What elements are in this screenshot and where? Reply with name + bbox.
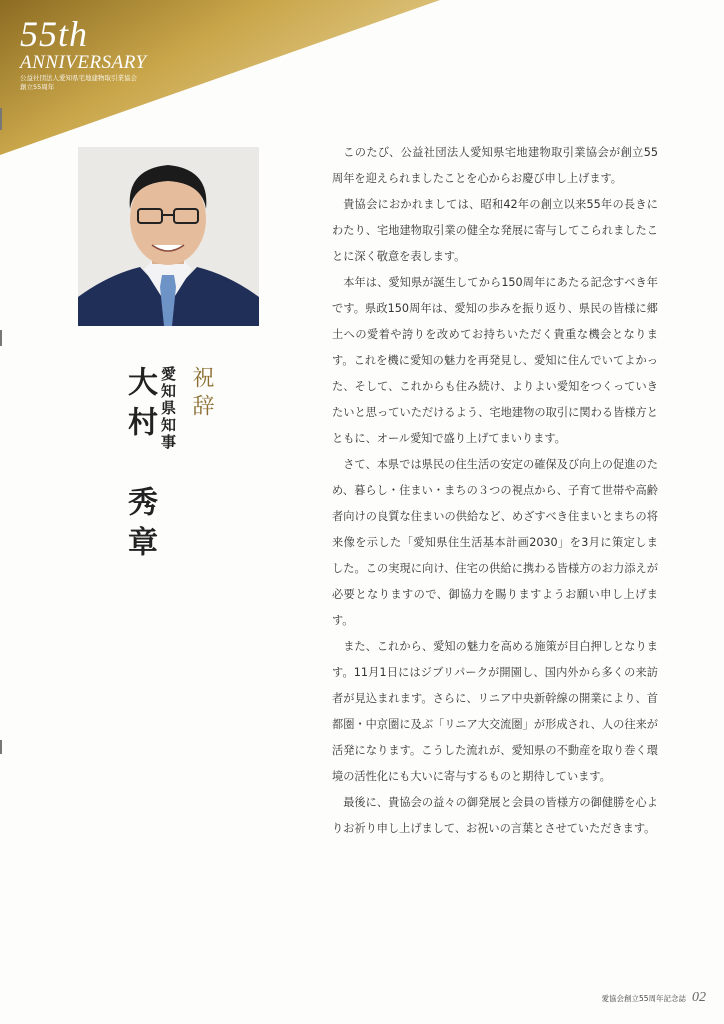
speaker-name: 大村 秀章	[122, 366, 157, 566]
body-paragraph: 貴協会におかれましては、昭和42年の創立以来55年の長きにわたり、宅地建物取引業の健全な発展に寄与してこられましたことに深く敬意を表します。	[332, 198, 658, 263]
scan-edge-mark	[0, 108, 2, 130]
body-paragraph: また、これから、愛知の魅力を高める施策が目白押しとなります。11月1日にはジブリパークが開園し、国内外から多くの来訪者が見込まれます。さらに、リニア中央新幹線の開業により、首都圏・中京圏に及ぶ「リニア大交流圏」が形成され、人の往来が活発になります。こうした流れが、愛知県の不動産を取り巻く環境の活性化にも大いに寄与するものと期待しています。	[332, 640, 658, 783]
person-portrait-icon	[78, 147, 259, 326]
anniversary-number: 55th	[20, 14, 89, 54]
scan-edge-mark	[0, 740, 2, 754]
greeting-body	[332, 140, 658, 842]
portrait-photo	[78, 147, 259, 326]
anniversary-word: ANNIVERSARY	[20, 52, 147, 73]
speaker-title: 愛知県知事	[159, 366, 177, 451]
footer-label: 愛協会創立55周年記念誌	[601, 994, 686, 1003]
body-paragraph: 本年は、愛知県が誕生してから150周年にあたる記念すべき年です。県政150周年は、愛知の歩みを振り返り、県民の皆様に郷土への愛着や誇りを改めてお持ちいただく貴重な機会となります。これを機に愛知の魅力を再発見し、愛知に住んでいてよかった、そして、これからも住み続け、よりよい愛知をつくっていきたいと思っていただけるよう、宅地建物の取引に関わる皆様方とともに、オール愛知で盛り上げてまいります。	[332, 276, 658, 445]
body-paragraph: さて、本県では県民の住生活の安定の確保及び向上の促進のため、暮らし・住まい・まちの３つの視点から、子育て世帯や高齢者向けの良質な住まいの供給など、めざすべき住まいとまちの将来像を示した「愛知県住生活基本計画2030」を3月に策定しました。この実現に向け、住宅の供給に携わる皆様方のお力添えが必要となりますので、御協力を賜りますようお願い申し上げます。	[332, 458, 658, 627]
body-paragraph: 最後に、貴協会の益々の御発展と会員の皆様方の御健勝を心よりお祈り申し上げまして、お祝いの言葉とさせていただきます。	[332, 796, 658, 835]
body-paragraph: このたび、公益社団法人愛知県宅地建物取引業協会が創立55周年を迎えられましたことを心からお慶び申し上げます。	[332, 146, 658, 185]
page-number: 02	[692, 990, 706, 1005]
anniversary-badge	[20, 16, 190, 92]
anniversary-org: 公益社団法人愛知県宅地建物取引業協会	[20, 74, 137, 82]
anniversary-year: 創立55周年	[20, 83, 55, 91]
greeting-heading: 祝辞	[189, 366, 214, 422]
scan-edge-mark	[0, 330, 2, 346]
page-footer	[601, 990, 706, 1006]
